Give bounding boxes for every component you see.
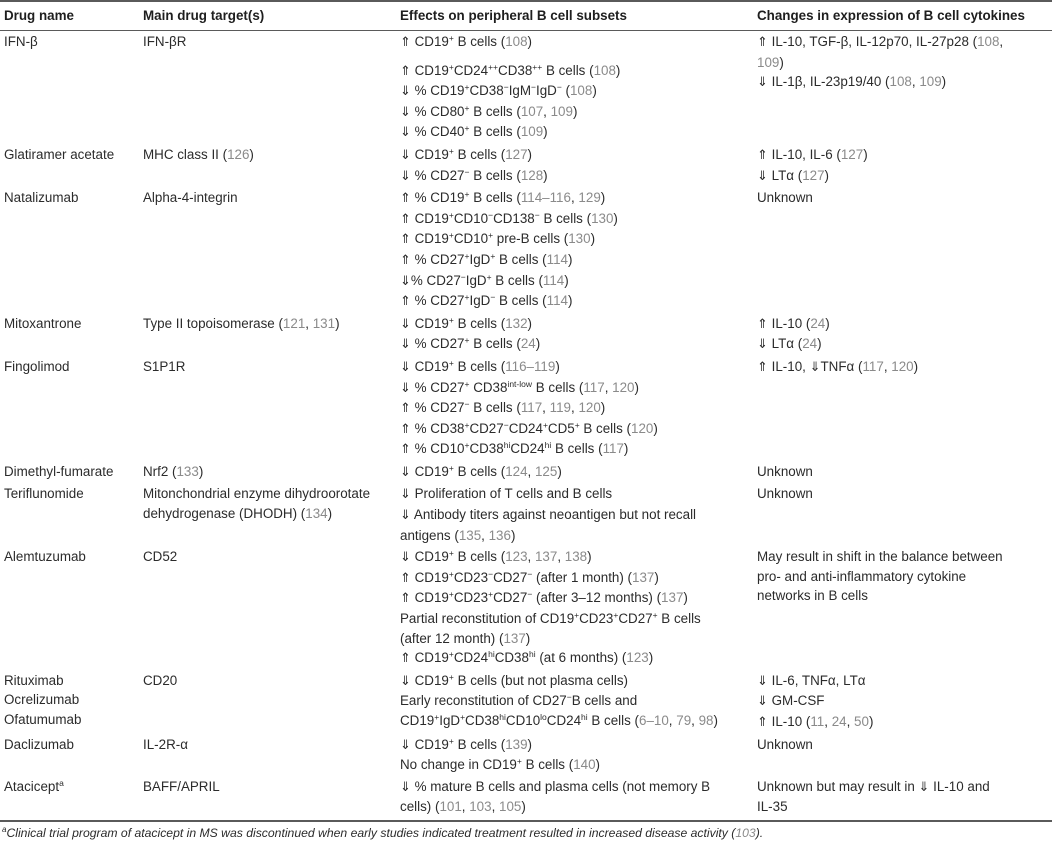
cytokine-changes-cell xyxy=(753,31,1052,144)
cell-line: ⇑ % CD19+ B cells (114–116, 129) xyxy=(400,189,606,207)
cell-line: ⇑ % CD27+IgD+ B cells (114) xyxy=(400,250,573,268)
cell-line: ⇓% CD27−IgD+ B cells (114) xyxy=(400,271,569,289)
cytokine-changes-cell xyxy=(753,313,1052,356)
drug-name-cell xyxy=(0,546,139,670)
table-row xyxy=(0,313,1052,356)
cell-line: ⇓ % CD27− B cells (128) xyxy=(400,166,548,184)
cell-line: ⇑ IL-10 (11, 24, 50) xyxy=(757,714,874,730)
cell-line: $CD19^+IgD^+CD38^{hi}CD10^{lo}CD24^{hi}$ B cells (6–10, 79, 98) xyxy=(400,712,718,728)
cell-line: Daclizumab xyxy=(4,736,74,752)
cell-line: Ocrelizumab xyxy=(4,692,80,708)
b-cell-effects-cell xyxy=(396,461,753,484)
drug-name-cell xyxy=(0,187,139,313)
cell-line: ⇑ CD19+ B cells (108) xyxy=(400,33,532,50)
cell-line: ⇑ IL-10, TGF-β, IL-12p70, IL-27p28 (108, xyxy=(757,34,1004,50)
cell-line: Ofatumumab xyxy=(4,712,82,727)
cell-line: No change in CD19+ B cells (140) xyxy=(400,756,600,773)
b-cell-effects-cell xyxy=(396,31,753,144)
drug-target-cell xyxy=(139,483,396,546)
table-body xyxy=(0,31,1052,821)
drug-name-cell xyxy=(0,670,139,734)
drug-target-cell xyxy=(139,187,396,313)
drug-target-cell xyxy=(139,31,396,144)
cell-line: ⇑ IL-10 (24) xyxy=(757,315,830,332)
cytokine-changes-cell xyxy=(753,546,1052,670)
cell-line: ⇓ IL-6, TNFα, LTα xyxy=(757,672,866,689)
cell-line: Rituximab xyxy=(4,672,64,688)
drug-target-cell xyxy=(139,776,396,821)
cell-line: ⇑ IL-10, ⇓TNFα (117, 120) xyxy=(757,358,919,375)
cell-line: BAFF/APRIL xyxy=(143,778,220,794)
cell-line: IL-35 xyxy=(757,799,788,815)
drug-target-cell xyxy=(139,734,396,776)
cell-line: ⇓ CD19+ B cells (123, 137, 138) xyxy=(400,548,592,566)
table-footnote: $^a$Clinical trial program of atacicept in MS was discontinued when early studies indicated treatment resulted in increased disease activity (103). xyxy=(2,825,764,840)
drug-target-cell xyxy=(139,670,396,734)
cell-line: Mitonchondrial enzyme dihydroorotate xyxy=(143,486,371,502)
cell-line: ⇑ % CD27− B cells (117, 119, 120) xyxy=(400,399,606,417)
cell-line: Alemtuzumab xyxy=(4,549,86,565)
table-row xyxy=(0,776,1052,821)
cell-line: ⇓ Antibody titers against neoantigen but not recall xyxy=(400,507,697,524)
cell-line: ⇓ % CD80+ B cells (107, 109) xyxy=(400,102,578,120)
drug-name-cell xyxy=(0,31,139,144)
cell-line: IFN-β xyxy=(4,34,38,49)
table-row xyxy=(0,546,1052,670)
cell-line: ⇓ Proliferation of T cells and B cells xyxy=(400,486,613,503)
drug-name-cell xyxy=(0,144,139,187)
cell-line: pro- and anti-inflammatory cytokine xyxy=(757,568,967,584)
cell-line: ⇓ CD19+ B cells (139) xyxy=(400,735,532,753)
b-cell-effects-cell xyxy=(396,313,753,356)
cell-line: 109) xyxy=(757,54,784,70)
b-cell-effects-cell xyxy=(396,734,753,776)
cell-line: Unknown xyxy=(757,736,813,752)
cell-line: Nrf2 (133) xyxy=(143,463,204,479)
cell-line: IL-2R-α xyxy=(143,736,188,752)
header-row xyxy=(0,1,1052,31)
cell-line: Alpha-4-integrin xyxy=(143,190,238,206)
drug-target-cell xyxy=(139,546,396,670)
table-row xyxy=(0,483,1052,546)
cell-line: ⇑ CD19+CD24++CD38++ B cells (108) xyxy=(400,61,621,79)
table-row xyxy=(0,144,1052,187)
cell-line: ⇓ % mature B cells and plasma cells (not memory B xyxy=(400,778,711,795)
drug-name-cell xyxy=(0,483,139,546)
cytokine-changes-cell xyxy=(753,187,1052,313)
cytokine-changes-cell xyxy=(753,483,1052,546)
table-row xyxy=(0,356,1052,461)
cell-line: ⇓ CD19+ B cells (but not plasma cells) xyxy=(400,671,628,689)
cell-line: ⇑ $CD19^+CD24^{hi}CD38^{hi}$ (at 6 months) (123) xyxy=(400,649,654,667)
cytokine-changes-cell xyxy=(753,356,1052,461)
cell-line: ⇓ CD19+ B cells (124, 125) xyxy=(400,462,562,480)
cell-line: ⇑ CD19+CD10−CD138− B cells (130) xyxy=(400,209,618,227)
cell-line: networks in B cells xyxy=(757,588,868,604)
b-cell-effects-cell xyxy=(396,546,753,670)
cell-line: ⇓ % CD19+CD38−IgM−IgD− (108) xyxy=(400,82,597,100)
cell-line: S1P1R xyxy=(143,358,186,374)
cell-line: Unknown but may result in ⇓ IL-10 and xyxy=(757,778,990,795)
cell-line: ⇑ CD19+CD23+CD27− (after 3–12 months) (137) xyxy=(400,589,688,607)
cell-line: ⇓ % CD27+ B cells (24) xyxy=(400,335,541,353)
cell-line: Type II topoisomerase (121, 131) xyxy=(143,315,340,331)
cell-line: ⇑ IL-10, IL-6 (127) xyxy=(757,146,868,163)
b-cell-effects-cell xyxy=(396,670,753,734)
cell-line: ⇓ CD19+ B cells (116–119) xyxy=(400,357,560,375)
cell-line: Glatiramer acetate xyxy=(4,146,115,162)
cell-line: ⇓ LTα (24) xyxy=(757,336,822,353)
cell-line: ⇑ CD19+CD10+ pre-B cells (130) xyxy=(400,230,596,248)
table-row xyxy=(0,461,1052,484)
cell-line: Natalizumab xyxy=(4,190,79,206)
cell-line: ⇓ LTα (127) xyxy=(757,167,829,184)
cell-line: CD52 xyxy=(143,549,178,565)
cell-line: IFN-βR xyxy=(143,34,187,49)
cell-line: ⇓ GM-CSF xyxy=(757,693,825,710)
cell-line: May result in shift in the balance between xyxy=(757,549,1003,565)
table-row xyxy=(0,187,1052,313)
b-cell-effects-cell xyxy=(396,776,753,821)
drug-name-cell xyxy=(0,461,139,484)
header-drug-name: Drug name xyxy=(0,1,139,31)
cell-line: ⇑ CD19+CD23−CD27− (after 1 month) (137) xyxy=(400,568,659,586)
cell-line: Fingolimod xyxy=(4,358,70,374)
drug-target-cell xyxy=(139,461,396,484)
cell-line: Teriflunomide xyxy=(4,486,84,502)
cell-line: Partial reconstitution of CD19+CD23+CD27+ B cells xyxy=(400,610,701,627)
cell-line: Mitoxantrone xyxy=(4,315,82,331)
cell-line: ⇑ % CD27+IgD− B cells (114) xyxy=(400,292,573,310)
drug-target-cell xyxy=(139,356,396,461)
cell-line: Unknown xyxy=(757,463,813,479)
cytokine-changes-cell xyxy=(753,734,1052,776)
cell-line: dehydrogenase (DHODH) (134) xyxy=(143,506,333,522)
drug-name-cell xyxy=(0,734,139,776)
header-main-drug-target: Main drug target(s) xyxy=(139,1,396,31)
cytokine-changes-cell xyxy=(753,144,1052,187)
cell-line: ⇓ % CD27+ $CD38^{int-low}$ B cells (117, 120) xyxy=(400,378,639,396)
b-cell-effects-cell xyxy=(396,144,753,187)
b-cell-effects-cell xyxy=(396,483,753,546)
b-cell-effects-cell xyxy=(396,356,753,461)
cell-line: Dimethyl-fumarate xyxy=(4,463,114,479)
table-row xyxy=(0,31,1052,144)
table-header xyxy=(0,1,1052,31)
drug-name-cell xyxy=(0,313,139,356)
cell-line: ⇓ % CD40+ B cells (109) xyxy=(400,123,548,141)
cell-line: (after 12 month) (137) xyxy=(400,630,531,646)
cell-line: Unknown xyxy=(757,190,813,206)
cell-line: antigens (135, 136) xyxy=(400,527,516,543)
cytokine-changes-cell xyxy=(753,461,1052,484)
cytokine-changes-cell xyxy=(753,670,1052,734)
cell-line: ⇓ CD19+ B cells (132) xyxy=(400,314,532,332)
drug-target-cell xyxy=(139,313,396,356)
header-effects-b-cell-subsets: Effects on peripheral B cell subsets xyxy=(396,1,753,31)
cell-line: MHC class II (126) xyxy=(143,146,254,162)
cell-line: cells) (101, 103, 105) xyxy=(400,799,526,815)
cell-line: ⇑ % $CD10^+CD38^{hi}CD24^{hi}$ B cells (117) xyxy=(400,440,629,458)
cell-line: CD20 xyxy=(143,672,178,688)
cytokine-changes-cell xyxy=(753,776,1052,821)
cell-line: ⇑ % CD38+CD27−CD24+CD5+ B cells (120) xyxy=(400,419,658,437)
drug-target-cell xyxy=(139,144,396,187)
drug-name-cell xyxy=(0,776,139,821)
table-row xyxy=(0,734,1052,776)
cell-line: ⇓ IL-1β, IL-23p19/40 (108, 109) xyxy=(757,74,947,91)
cell-line: Unknown xyxy=(757,486,813,502)
drug-name-cell xyxy=(0,356,139,461)
cell-line: Atacicept$^a$ xyxy=(4,777,64,794)
b-cell-effects-cell xyxy=(396,187,753,313)
header-cytokine-changes: Changes in expression of B cell cytokines xyxy=(753,1,1052,31)
cell-line: Early reconstitution of CD27−B cells and xyxy=(400,692,638,709)
table-row xyxy=(0,670,1052,734)
cell-line: ⇓ CD19+ B cells (127) xyxy=(400,145,532,163)
